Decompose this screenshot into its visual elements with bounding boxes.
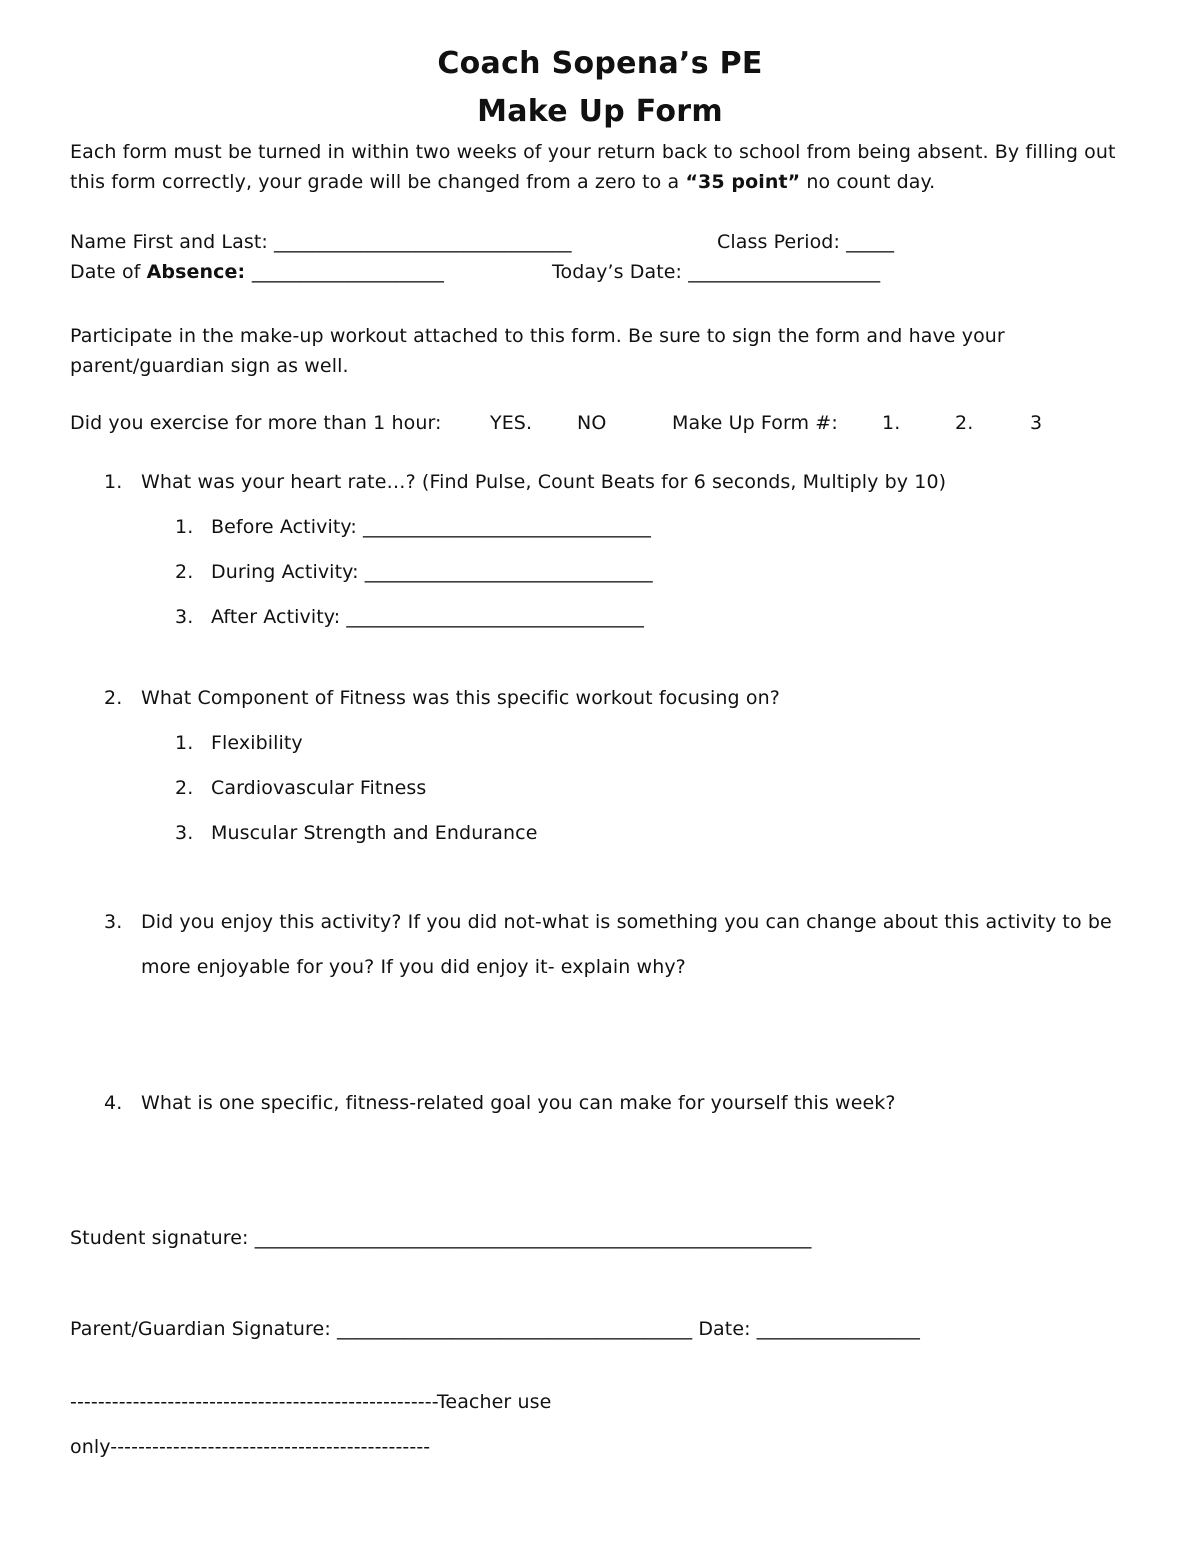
- after-activity-field: [211, 606, 644, 628]
- student-signature-label: Student signature:: [70, 1227, 255, 1249]
- form-number-option-2[interactable]: 2.: [955, 412, 974, 434]
- option-muscular-strength[interactable]: Muscular Strength and Endurance: [211, 822, 538, 844]
- q2-sub-3-number: 3.: [175, 822, 194, 844]
- before-activity-field: [211, 516, 651, 538]
- todays-date-field: [552, 261, 880, 283]
- question-1-text: What was your heart rate…? (Find Pulse, Count Beats for 6 seconds, Multiply by 10): [141, 471, 947, 493]
- after-activity-label: After Activity:: [211, 606, 347, 628]
- signature-date-label: Date:: [692, 1318, 757, 1340]
- q2-sub-1-number: 1.: [175, 732, 194, 754]
- parent-signature-blank[interactable]: _____________________________________: [336, 1318, 693, 1340]
- before-activity-blank[interactable]: ______________________________: [362, 516, 651, 538]
- class-period-field: [717, 231, 894, 253]
- intro-text-after: no count day.: [800, 171, 936, 193]
- exercise-question: Did you exercise for more than 1 hour:: [70, 412, 442, 434]
- todays-date-blank[interactable]: ____________________: [688, 261, 881, 283]
- question-2-number: 2.: [104, 687, 123, 709]
- title-line-2: Make Up Form: [477, 94, 723, 129]
- question-4-number: 4.: [104, 1092, 123, 1114]
- question-1-number: 1.: [104, 471, 123, 493]
- form-number-option-3[interactable]: 3: [1030, 412, 1043, 434]
- yes-option[interactable]: YES.: [490, 412, 533, 434]
- name-blank[interactable]: _______________________________: [274, 231, 572, 253]
- q2-sub-2-number: 2.: [175, 777, 194, 799]
- class-period-label: Class Period:: [717, 231, 847, 253]
- question-3-text: Did you enjoy this activity? If you did not-what is something you can change about this activity to be more enjoyable for you? If you did enjoy it- explain why?: [141, 911, 1112, 978]
- question-2-text: What Component of Fitness was this specific workout focusing on?: [141, 687, 780, 709]
- option-flexibility[interactable]: Flexibility: [211, 732, 303, 754]
- name-label: Name First and Last:: [70, 231, 275, 253]
- intro-paragraph: [70, 137, 1140, 197]
- q1-sub-1-number: 1.: [175, 516, 194, 538]
- absence-date-blank[interactable]: ____________________: [251, 261, 444, 283]
- parent-signature-label: Parent/Guardian Signature:: [70, 1318, 337, 1340]
- before-activity-label: Before Activity:: [211, 516, 363, 538]
- teacher-use-line-2: only----------------------------------------------: [70, 1436, 431, 1458]
- after-activity-blank[interactable]: _______________________________: [346, 606, 644, 628]
- student-signature-field: [70, 1227, 812, 1249]
- question-4-text: What is one specific, fitness-related goal you can make for yourself this week?: [141, 1092, 896, 1114]
- intro-highlight: “35 point”: [685, 171, 801, 193]
- absence-date-colon: :: [237, 261, 252, 283]
- form-number-option-1[interactable]: 1.: [882, 412, 901, 434]
- q1-sub-3-number: 3.: [175, 606, 194, 628]
- during-activity-label: During Activity:: [211, 561, 365, 583]
- form-title: [0, 40, 1200, 136]
- todays-date-label: Today’s Date:: [552, 261, 689, 283]
- absence-date-prefix: Date of: [70, 261, 147, 283]
- during-activity-blank[interactable]: ______________________________: [364, 561, 653, 583]
- signature-date-blank[interactable]: _________________: [756, 1318, 920, 1340]
- make-up-form-number-label: Make Up Form #:: [672, 412, 838, 434]
- instructions-paragraph: Participate in the make-up workout attached to this form. Be sure to sign the form and have your parent/guardian sign as well.: [70, 325, 1005, 377]
- name-field: [70, 231, 572, 253]
- question-3-number: 3.: [104, 911, 123, 933]
- student-signature-blank[interactable]: __________________________________________________________: [254, 1227, 812, 1249]
- teacher-use-line-1: -----------------------------------------------------Teacher use: [70, 1391, 552, 1413]
- q1-sub-2-number: 2.: [175, 561, 194, 583]
- intro-text-before: Each form must be turned in within two weeks of your return back to school from being absent. By filling out this form correctly, your grade will be changed from a zero to a: [70, 141, 1116, 193]
- class-period-blank[interactable]: _____: [846, 231, 895, 253]
- absence-date-bold: Absence: [146, 261, 238, 283]
- absence-date-field: [70, 261, 444, 283]
- no-option[interactable]: NO: [577, 412, 607, 434]
- parent-signature-field: [70, 1318, 920, 1340]
- option-cardiovascular-fitness[interactable]: Cardiovascular Fitness: [211, 777, 427, 799]
- during-activity-field: [211, 561, 653, 583]
- title-line-1: Coach Sopena’s PE: [437, 46, 763, 81]
